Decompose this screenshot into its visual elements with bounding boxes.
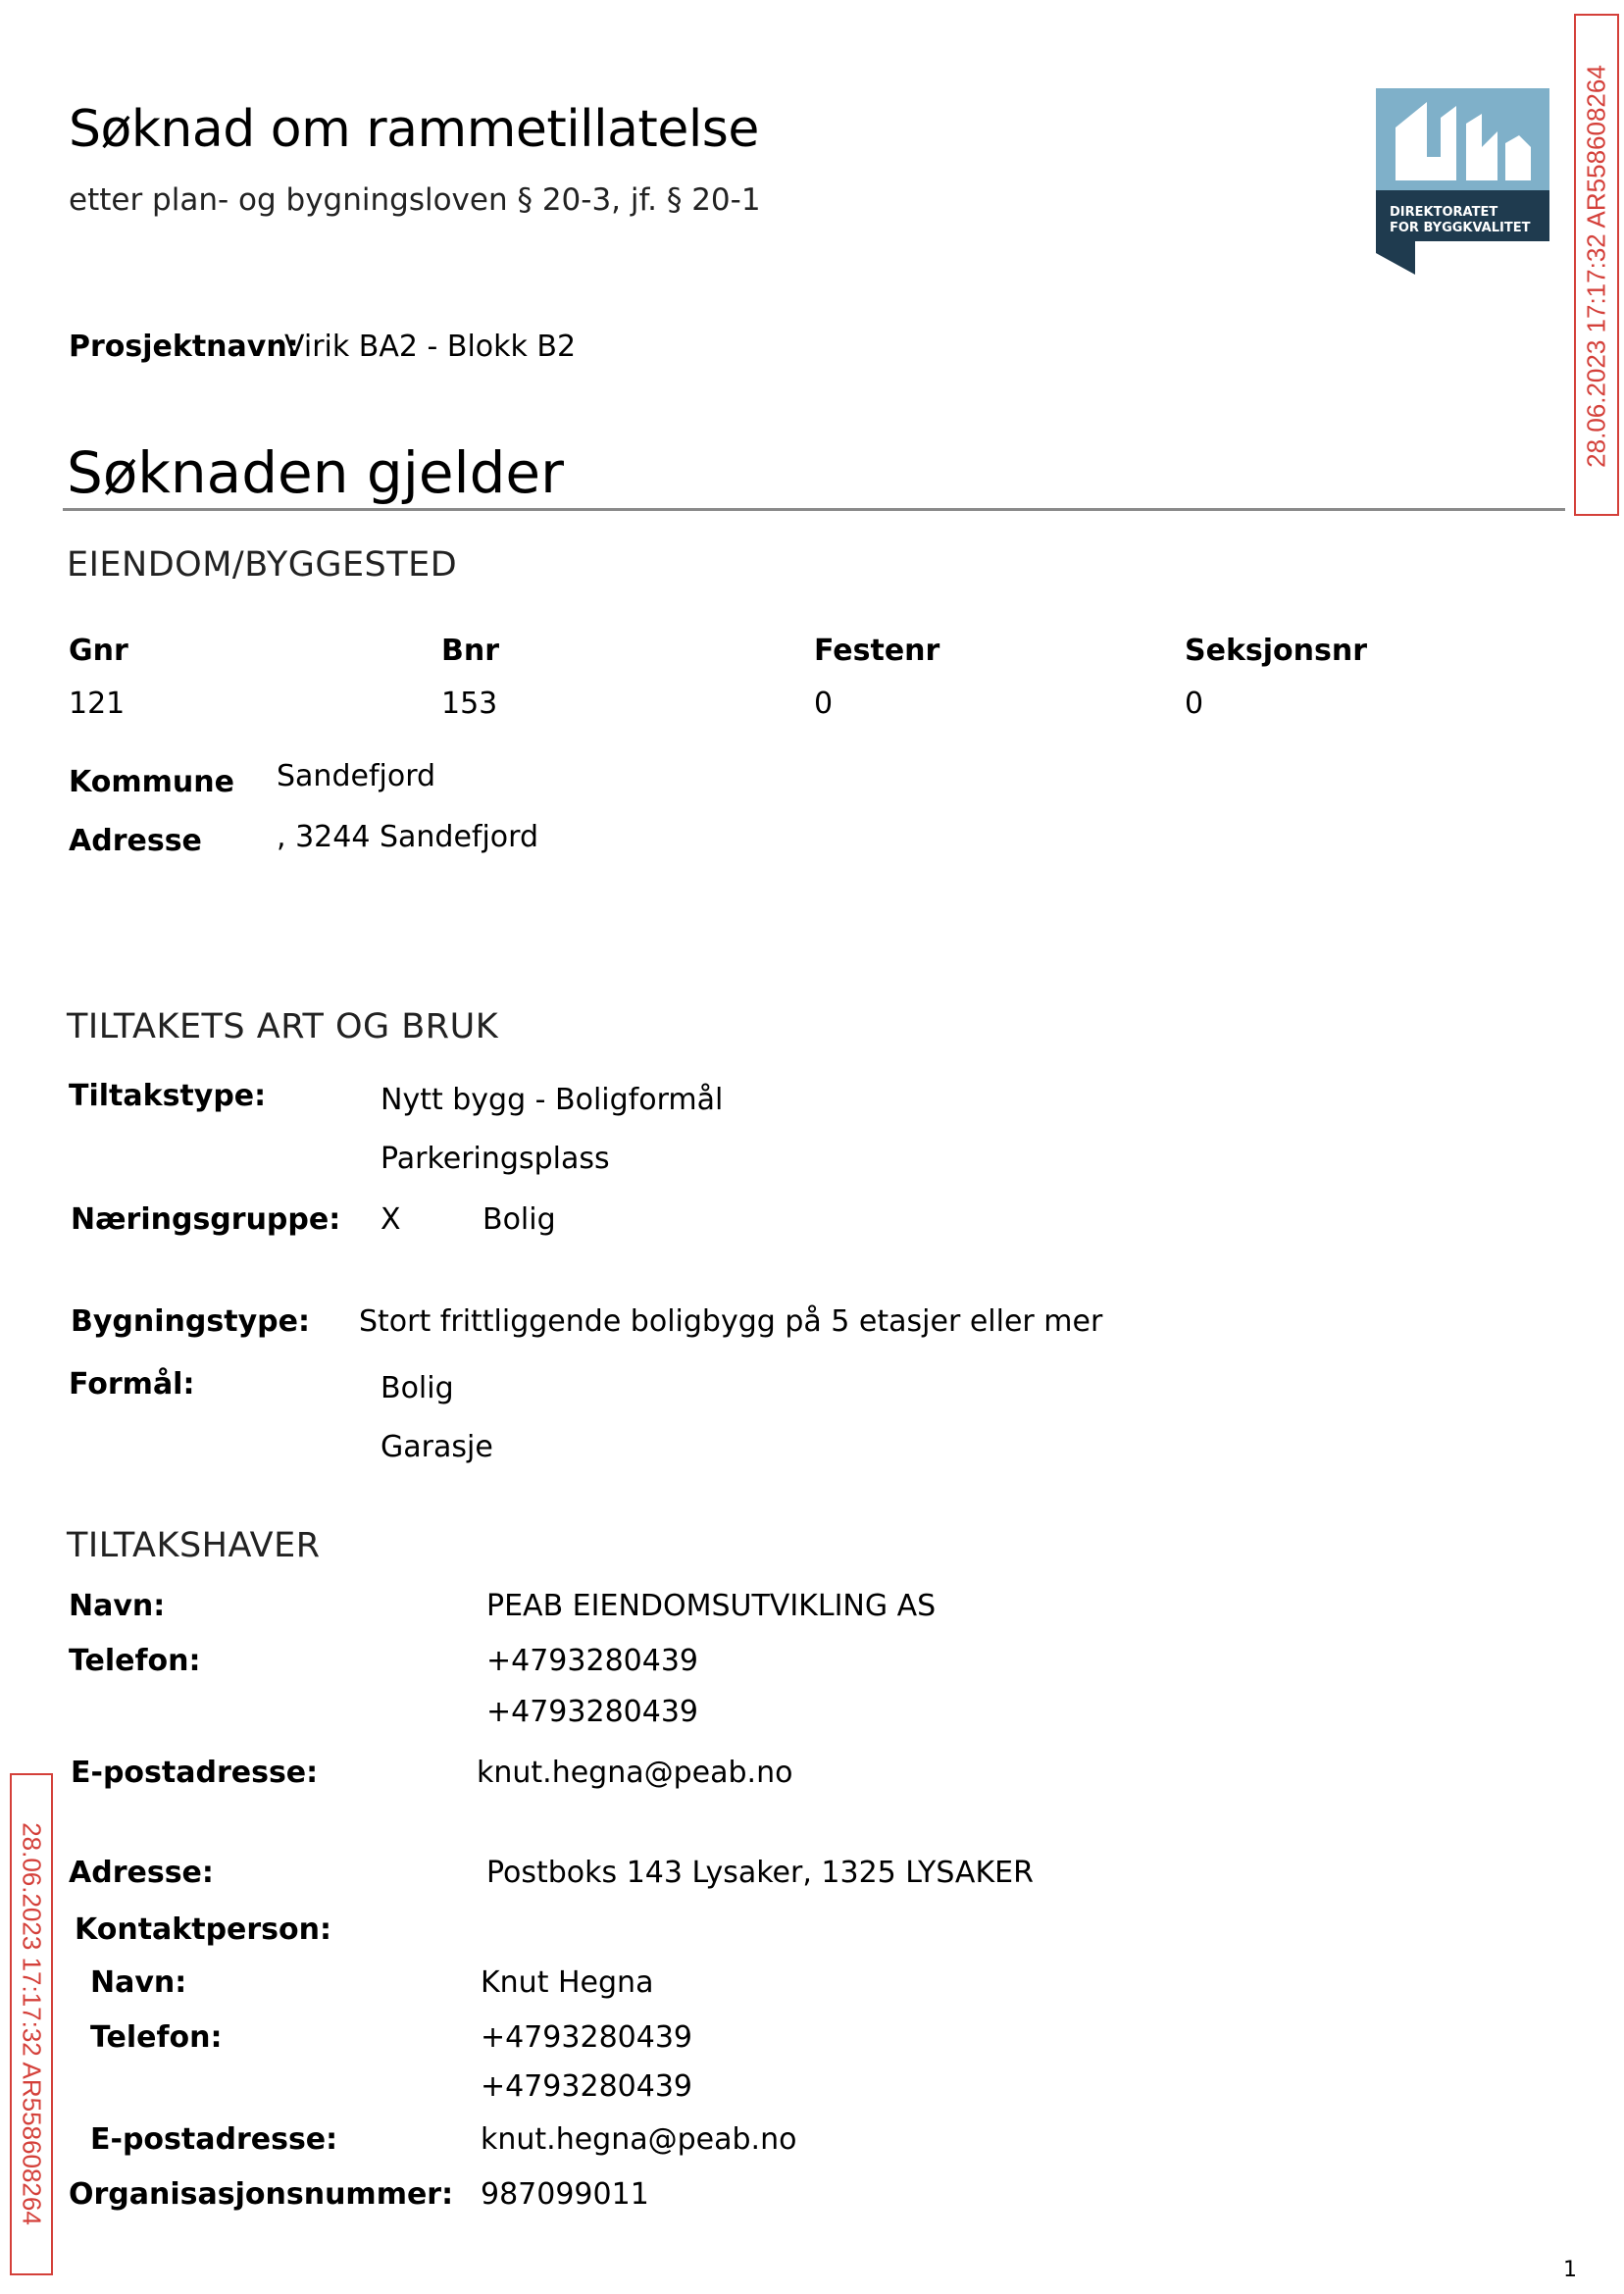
measure-heading: TILTAKETS ART OG BRUK	[67, 1007, 499, 1046]
owner-telefon-value-1: +4793280439	[486, 1644, 699, 1678]
project-name-value: Virik BA2 - Blokk B2	[284, 330, 577, 364]
timestamp-stamp-bottom	[10, 1773, 53, 2275]
tiltakstype-value-1: Nytt bygg - Boligformål	[381, 1083, 724, 1117]
project-name-label: Prosjektnavn:	[69, 330, 299, 364]
gnr-value: 121	[69, 687, 126, 721]
orgnr-label: Organisasjonsnummer:	[69, 2177, 454, 2212]
bnr-header: Bnr	[441, 634, 500, 668]
kontakt-telefon-label: Telefon:	[90, 2020, 223, 2055]
owner-heading: TILTAKSHAVER	[67, 1526, 321, 1565]
adresse-label: Adresse	[69, 824, 202, 858]
formal-label: Formål:	[69, 1367, 195, 1402]
seksjonsnr-value: 0	[1185, 687, 1204, 721]
section-title: Søknaden gjelder	[67, 439, 564, 506]
owner-epost-label: E-postadresse:	[71, 1756, 319, 1790]
owner-telefon-value-2: +4793280439	[486, 1695, 699, 1729]
bygningstype-value: Stort frittliggende boligbygg på 5 etasjer eller mer	[359, 1304, 1103, 1339]
owner-epost-value: knut.hegna@peab.no	[477, 1756, 793, 1790]
adresse-value: , 3244 Sandefjord	[277, 820, 538, 854]
tiltakstype-label: Tiltakstype:	[69, 1079, 267, 1113]
kontakt-navn-label: Navn:	[90, 1965, 187, 2000]
festenr-value: 0	[814, 687, 834, 721]
page-number: 1	[1563, 2258, 1577, 2282]
stamp-text-bottom: 28.06.2023 17:17:32 AR558608264	[17, 1822, 47, 2225]
property-heading: EIENDOM/BYGGESTED	[67, 545, 458, 585]
seksjonsnr-header: Seksjonsnr	[1185, 634, 1368, 668]
owner-navn-value: PEAB EIENDOMSUTVIKLING AS	[486, 1589, 937, 1623]
kontakt-telefon-value-1: +4793280439	[481, 2020, 693, 2055]
formal-value-1: Bolig	[381, 1371, 454, 1405]
owner-adresse-label: Adresse:	[69, 1856, 214, 1890]
bygningstype-label: Bygningstype:	[71, 1304, 310, 1339]
naeringsgruppe-code: X	[381, 1202, 401, 1237]
dibk-logo	[1376, 88, 1549, 275]
kontakt-telefon-value-2: +4793280439	[481, 2069, 693, 2104]
formal-value-2: Garasje	[381, 1430, 493, 1464]
stamp-text-top: 28.06.2023 17:17:32 AR558608264	[1581, 65, 1611, 468]
naeringsgruppe-label: Næringsgruppe:	[71, 1202, 341, 1237]
kommune-value: Sandefjord	[277, 759, 436, 793]
logo-line-2: FOR BYGGKVALITET	[1390, 221, 1531, 235]
owner-navn-label: Navn:	[69, 1589, 166, 1623]
timestamp-stamp-top	[1574, 14, 1619, 516]
orgnr-value: 987099011	[481, 2177, 649, 2212]
bnr-value: 153	[441, 687, 498, 721]
dibk-logo-graphic	[1376, 88, 1549, 275]
naeringsgruppe-value: Bolig	[482, 1202, 556, 1237]
tiltakstype-value-2: Parkeringsplass	[381, 1142, 610, 1176]
kommune-label: Kommune	[69, 765, 234, 799]
logo-line-1: DIREKTORATET	[1390, 205, 1498, 220]
kontakt-epost-value: knut.hegna@peab.no	[481, 2122, 797, 2157]
section-divider	[63, 508, 1565, 511]
owner-adresse-value: Postboks 143 Lysaker, 1325 LYSAKER	[486, 1856, 1034, 1890]
kontakt-epost-label: E-postadresse:	[90, 2122, 338, 2157]
festenr-header: Festenr	[814, 634, 940, 668]
owner-telefon-label: Telefon:	[69, 1644, 201, 1678]
gnr-header: Gnr	[69, 634, 128, 668]
kontaktperson-label: Kontaktperson:	[75, 1912, 332, 1947]
document-subtitle: etter plan- og bygningsloven § 20-3, jf. § 20-1	[69, 182, 761, 218]
document-title: Søknad om rammetillatelse	[69, 100, 759, 159]
kontakt-navn-value: Knut Hegna	[481, 1965, 654, 2000]
